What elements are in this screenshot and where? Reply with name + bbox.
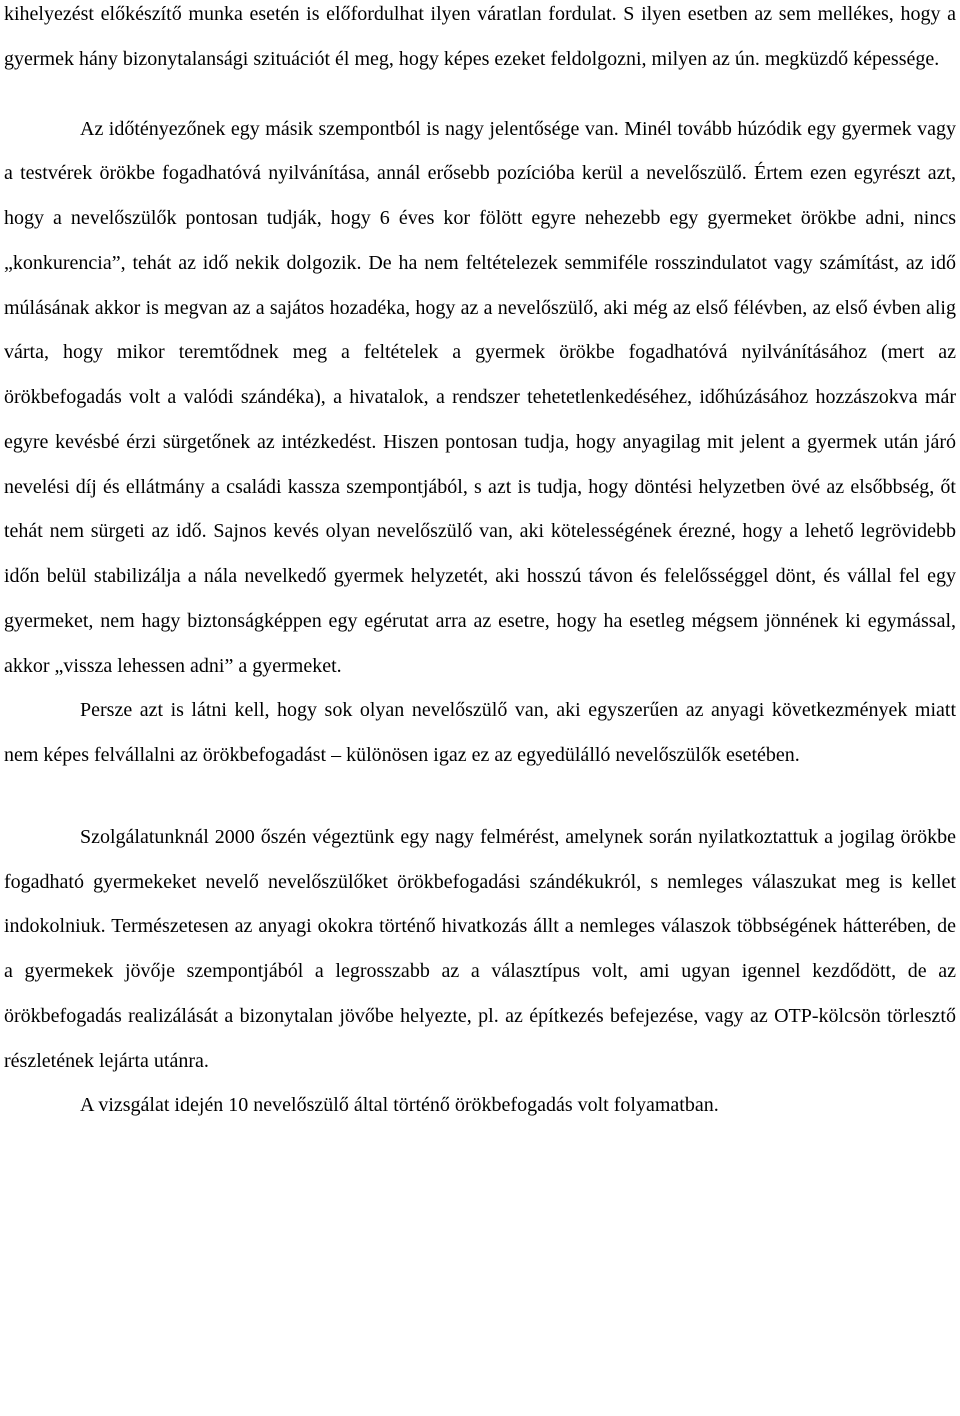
paragraph-2: Az időtényezőnek egy másik szempontból is nagy jelentősége van. Minél tovább húzódik egy gyermek vagy a testvérek örökbe fogadhatóvá nyilvánítása, annál erősebb pozícióba kerül a nevelőszülő. Értem ezen egyrészt azt, hogy a nevelőszülők pontosan tudják, hogy 6 éves kor fölött egyre nehezebb egy gyermeket örökbe adni, nincs „konkurencia”, tehát az idő nekik dolgozik. De ha nem feltételezek semmiféle rosszindulatot vagy számítást, az idő múlásának akkor is megvan az a sajátos hozadéka, hogy az a nevelőszülő, aki még az első félévben, az első évben alig várta, hogy mikor teremtődnek meg a feltételek a gyermek örökbe fogadhatóvá nyilvánításához (mert az örökbefogadás volt a valódi szándéka), a hivatalok, a rendszer tehetetlenkedéséhez, időhúzásához hozzászokva már egyre kevésbé érzi sürgetőnek az intézkedést. Hiszen pontosan tudja, hogy anyagilag mit jelent a gyermek után járó nevelési díj és ellátmány a családi kassza szempontjából, s azt is tudja, hogy döntési helyzetben övé az elsőbbség, őt tehát nem sürgeti az idő. Sajnos kevés olyan nevelőszülő van, aki kötelességének érezné, hogy a lehető legrövidebb időn belül stabilizálja a nála nevelkedő gyermek helyzetét, aki hosszú távon és felelősséggel dönt, és vállal fel egy gyermeket, nem hagy biztonságképpen egy egérutat arra az esetre, hogy ha esetleg mégsem jönnének ki egymással, akkor „vissza lehessen adni” a gyermeket. <box>4 117 956 677</box>
paragraph-5: A vizsgálat idején 10 nevelőszülő által történő örökbefogadás volt folyamatban. <box>80 1094 719 1117</box>
paragraph-gap <box>4 82 956 107</box>
paragraph-1: kihelyezést előkészítő munka esetén is előfordulhat ilyen váratlan fordulat. S ilyen esetben az sem mellékes, hogy a gyermek hány bizonytalansági szituációt él meg, hogy képes ezeket feldolgozni, milyen az ún. megküzdő képessége. <box>4 3 956 70</box>
paragraph-4: Szolgálatunknál 2000 őszén végeztünk egy nagy felmérést, amelynek során nyilatkoztattuk a jogilag örökbe fogadható gyermekeket nevelő nevelőszülőket örökbefogadási szándékukról, s nemleges válaszukat meg is kellet indokolniuk. Természetesen az anyagi okokra történő hivatkozás állt a nemleges válaszok többségének hátterében, de a gyermekek jövője szempontjából a legrosszabb az a választípus volt, ami ugyan igennel kezdődött, de az örökbefogadás realizálását a bizonytalan jövőbe helyezte, pl. az építkezés befejezése, vagy az OTP-kölcsön törlesztő részletének lejárta utánra. <box>4 825 956 1072</box>
document-page <box>4 0 956 1128</box>
paragraph-3: Persze azt is látni kell, hogy sok olyan nevelőszülő van, aki egyszerűen az anyagi következmények miatt nem képes felvállalni az örökbefogadást – különösen igaz ez az egyedülálló nevelőszülők esetében. <box>4 699 956 766</box>
section-gap <box>4 778 956 815</box>
